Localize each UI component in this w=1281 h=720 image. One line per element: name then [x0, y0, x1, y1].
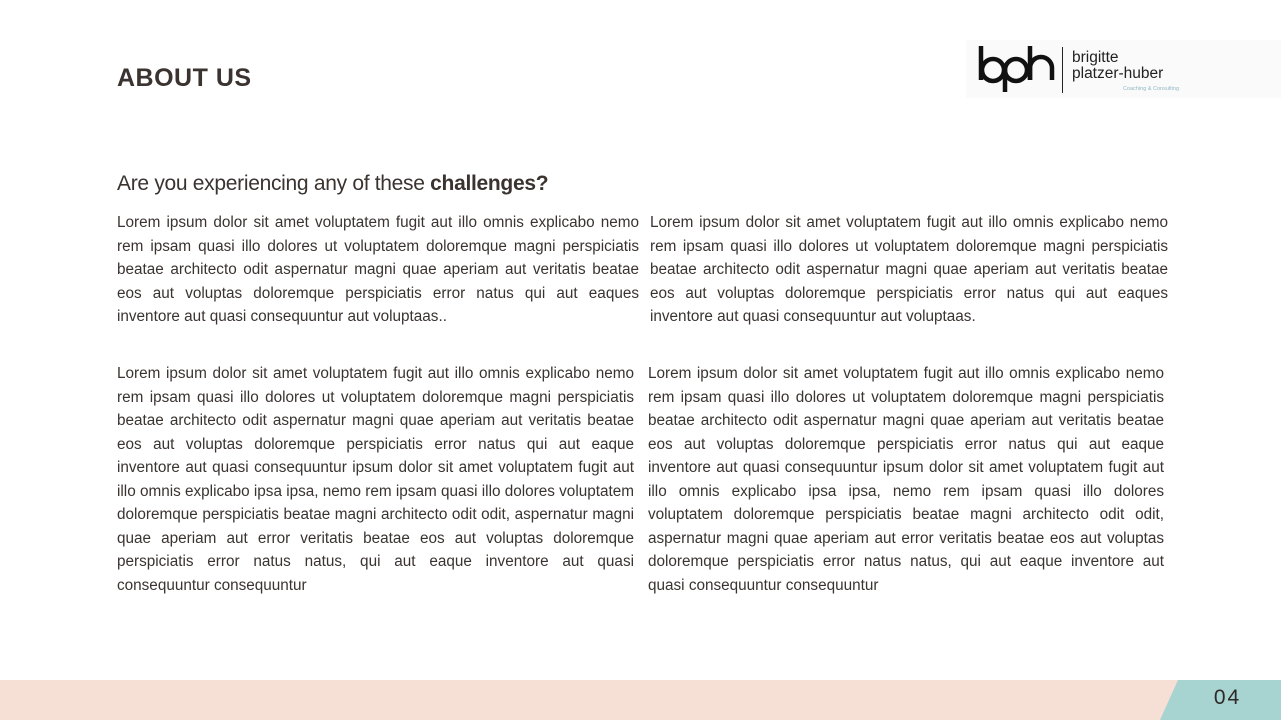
footer-band	[0, 680, 1281, 720]
paragraph-top-left: Lorem ipsum dolor sit amet voluptatem fugit aut illo omnis explicabo nemo rem ipsam quasi illo dolores ut voluptatem doloremque magni perspiciatis beatae architecto odit aspernatur magni quae aperiam aut veritatis beatae eos aut voluptas doloremque perspiciatis error natus qui aut eaques inventore aut quasi consequuntur aut voluptaas..	[117, 214, 639, 325]
logo-wordmark	[1072, 50, 1163, 82]
logo-tagline: Coaching & Consulting	[1123, 86, 1179, 92]
subtitle-prefix: Are you experiencing any of these	[117, 172, 431, 196]
paragraph-bottom-left: Lorem ipsum dolor sit amet voluptatem fugit aut illo omnis explicabo nemo rem ipsam quasi illo dolores ut voluptatem doloremque magni perspiciatis beatae architecto odit aspernatur magni quae aperiam aut veritatis beatae eos aut voluptas doloremque perspiciatis error natus qui aut eaque inventore aut quasi consequuntur ipsum dolor sit amet voluptatem fugit aut illo omnis explicabo ipsa ipsa, nemo rem ipsam quasi illo dolores voluptatem doloremque perspiciatis beatae magni architecto odit odit, aspernatur magni quae aperiam aut error veritatis beatae eos aut voluptas doloremque perspiciatis error natus natus, qui aut eaque inventore aut quasi consequuntur consequuntur	[117, 365, 634, 594]
logo-divider	[1062, 47, 1063, 93]
section-subtitle	[117, 172, 548, 196]
page-number: 04	[1213, 686, 1242, 709]
subtitle-emphasis: challenges?	[430, 172, 549, 196]
bph-logo-icon	[978, 44, 1056, 94]
logo-name-line2: platzer-huber	[1072, 65, 1164, 82]
paragraph-top-right: Lorem ipsum dolor sit amet voluptatem fugit aut illo omnis explicabo nemo rem ipsam quasi illo dolores ut voluptatem doloremque magni perspiciatis beatae architecto odit aspernatur magni quae aperiam aut veritatis beatae eos aut voluptas doloremque perspiciatis error natus qui aut eaques inventore aut quasi consequuntur aut voluptaas.	[650, 214, 1168, 325]
page-title: ABOUT US	[117, 64, 252, 92]
logo-name-line1: brigitte	[1072, 49, 1119, 66]
paragraph-bottom-right: Lorem ipsum dolor sit amet voluptatem fugit aut illo omnis explicabo nemo rem ipsam quasi illo dolores ut voluptatem doloremque magni perspiciatis beatae architecto odit aspernatur magni quae aperiam aut veritatis beatae eos aut voluptas doloremque perspiciatis error natus qui aut eaque inventore aut quasi consequuntur ipsum dolor sit amet voluptatem fugit aut illo omnis explicabo ipsa ipsa, nemo rem ipsam quasi illo dolores voluptatem doloremque perspiciatis beatae magni architecto odit odit, aspernatur magni quae aperiam aut error veritatis beatae eos aut voluptas doloremque perspiciatis error natus natus, qui aut eaque inventore aut quasi consequuntur consequuntur	[648, 365, 1164, 594]
